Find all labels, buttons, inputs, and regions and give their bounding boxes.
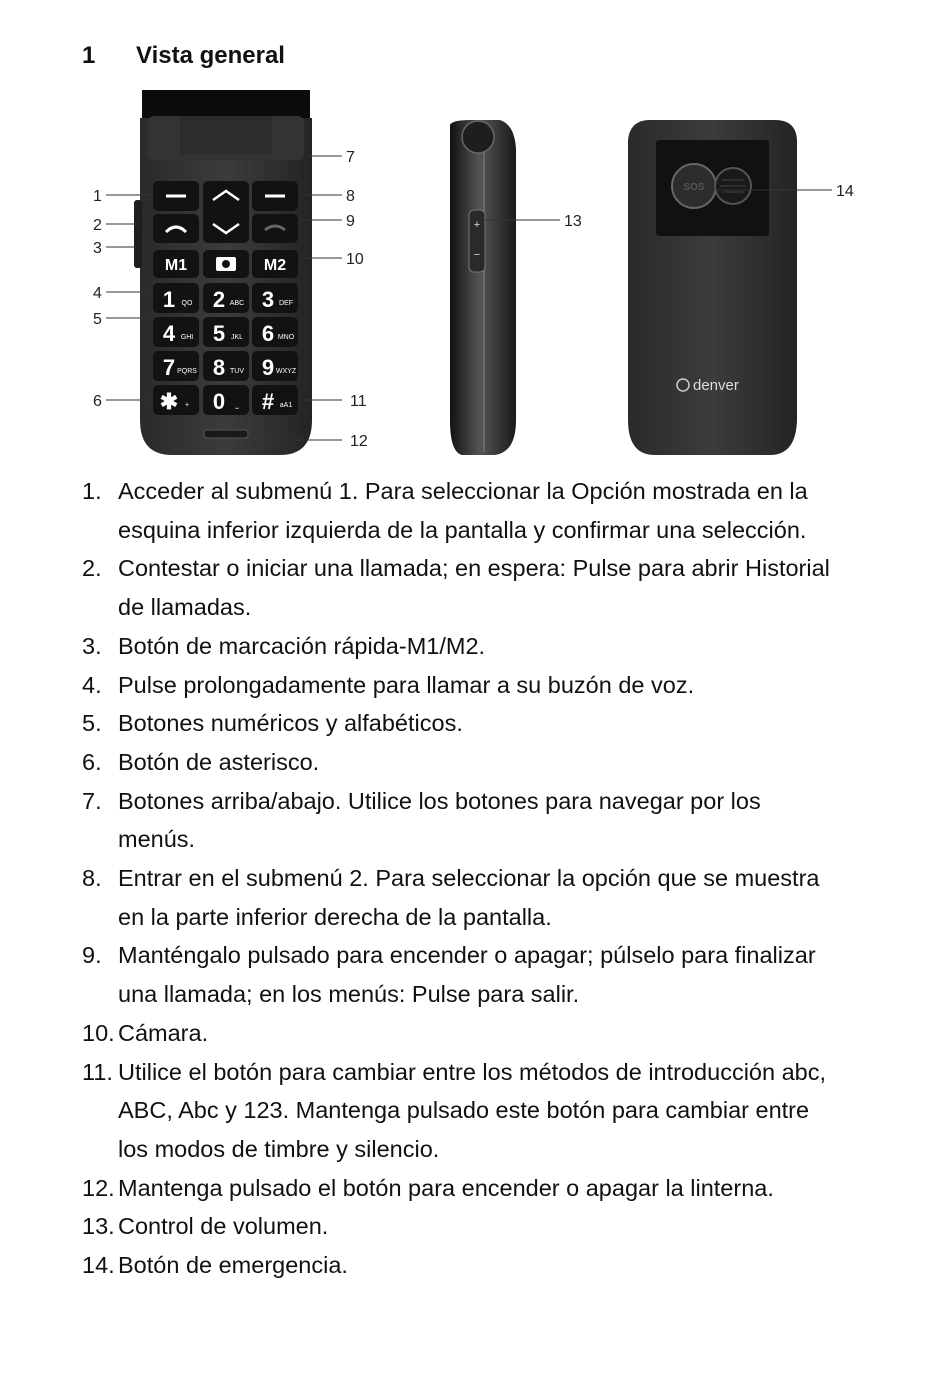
callout-7: 7 [346,149,355,166]
list-item-line: Entrar en el submenú 2. Para seleccionar la opción que se muestra [118,865,820,892]
list-item [82,627,922,666]
list-item-number: 12. [82,1174,115,1201]
list-item-number: 5. [82,710,102,737]
digit-key-letters: PQRS [177,368,197,375]
list-item-number: 1. [82,478,102,504]
list-item [82,549,922,626]
digit-key-number: 0 [212,389,226,414]
callout-1: 1 [93,188,102,205]
list-item-line: Botón de marcación rápida-M1/M2. [118,632,486,659]
list-item-line: Control de volumen. [118,1213,329,1240]
list-item [82,859,922,936]
phone-overview-figure [0,85,950,460]
brand-name: denver [693,377,739,394]
list-item-line: Manténgalo pulsado para encender o apagar; púlselo para finalizar [118,942,816,969]
list-item [82,1169,922,1208]
flashlight-button [204,430,248,438]
digit-key-letters: ⎵ [235,402,239,409]
digit-key-letters: DEF [279,300,293,307]
callout-11: 11 [350,393,367,410]
list-item-number: 10. [82,1019,115,1046]
digit-key-letters: + [184,402,190,409]
list-item-line: Botones numéricos y alfabéticos. [118,710,463,737]
phone-side-view [450,120,516,455]
callout-14: 14 [836,183,854,200]
digit-key-number: 2 [212,287,226,312]
list-item-number: 8. [82,865,102,892]
digit-key [203,283,249,313]
digit-key-number: 5 [212,321,226,346]
digit-key-number: 8 [212,355,226,380]
digit-key-letters: QO [181,300,193,307]
list-item [82,472,922,549]
m2-label: M2 [263,257,287,274]
digit-key-number: ✱ [159,389,179,414]
digit-key [203,385,249,415]
list-item-number: 6. [82,748,102,775]
list-item-number: 3. [82,632,102,659]
list-item-number: 7. [82,787,102,814]
digit-key [153,283,199,313]
digit-key-number: 1 [162,287,176,312]
list-item [82,704,922,743]
list-item [82,936,922,1013]
digit-key-number: 7 [162,355,176,380]
callout-12: 12 [350,433,368,450]
digit-key [203,351,249,381]
list-item-line: Contestar o iniciar una llamada; en espera: Pulse para abrir Historial [118,555,830,582]
list-item-line: Acceder al submenú 1. Para seleccionar la Opción mostrada en la [118,478,808,504]
speed-dial-side-button [134,200,142,268]
digit-key [203,317,249,347]
list-item [82,1014,922,1053]
digit-key-number: # [261,389,275,414]
list-item-number: 11. [82,1058,113,1085]
list-item-line: en la parte inferior derecha de la pantalla. [118,903,552,930]
list-item-line: Botón de asterisco. [118,748,320,775]
list-item-line: Cámara. [118,1019,209,1046]
list-item-line: los modos de timbre y silencio. [118,1135,440,1162]
digit-key-letters: TUV [230,368,244,375]
callout-2: 2 [93,217,102,234]
list-item-line: Utilice el botón para cambiar entre los métodos de introducción abc, [118,1058,826,1085]
list-item-line: Mantenga pulsado el botón para encender o apagar la linterna. [118,1174,774,1201]
hinge-circle [462,121,494,153]
callout-13: 13 [564,213,582,230]
callout-5: 5 [93,311,102,328]
m1-label: M1 [164,257,188,274]
list-item-line: esquina inferior izquierda de la pantalla y confirmar una selección. [118,516,807,543]
digit-key-letters: WXYZ [275,368,297,375]
list-item [82,1207,922,1246]
list-item-line: Botón de emergencia. [118,1252,348,1279]
list-item [82,1246,922,1285]
section-number: 1 [82,42,96,69]
callout-3: 3 [93,240,102,257]
callout-8: 8 [346,188,355,205]
digit-key-number: 9 [261,355,275,380]
callout-6: 6 [93,393,102,410]
digit-key [252,283,298,313]
section-heading [82,42,285,70]
digit-key-number: 3 [261,287,275,312]
digit-key [153,351,199,381]
digit-key-letters: ABC [229,300,245,307]
digit-key-letters: JKL [230,334,244,341]
digit-key [252,317,298,347]
digit-key [252,385,298,415]
section-title: Vista general [136,42,285,69]
function-list [82,472,922,1285]
list-item-number: 9. [82,942,102,969]
volume-plus: + [473,219,481,231]
digit-key [153,317,199,347]
list-item [82,743,922,782]
list-item [82,1053,922,1169]
end-key [252,214,298,243]
list-item [82,666,922,705]
list-item-number: 13. [82,1213,115,1240]
digit-key-letters: MNO [277,334,295,341]
digit-key-number: 6 [261,321,275,346]
list-item-line: una llamada; en los menús: Pulse para salir. [118,981,580,1008]
list-item [82,782,922,859]
sos-label: SOS [683,182,705,193]
callout-4: 4 [93,285,102,302]
list-item-line: menús. [118,826,196,853]
digit-key [252,351,298,381]
digit-key-letters: GHI [180,334,194,341]
list-item-number: 4. [82,671,102,698]
list-item-number: 14. [82,1252,115,1279]
phone-front-view [134,90,312,455]
list-item-line: de llamadas. [118,594,252,621]
phone-back-view [628,120,797,455]
keypad [153,181,298,415]
list-item-line: ABC, Abc y 123. Mantenga pulsado este botón para cambiar entre [118,1097,810,1124]
list-item-number: 2. [82,555,102,582]
volume-minus: − [473,249,481,261]
list-item-line: Botones arriba/abajo. Utilice los botones para navegar por los [118,787,761,814]
digit-key-number: 4 [162,321,176,346]
callout-10: 10 [346,251,364,268]
digit-key-letters: aA1 [279,402,293,409]
callout-9: 9 [346,213,355,230]
list-item-line: Pulse prolongadamente para llamar a su buzón de voz. [118,671,695,698]
